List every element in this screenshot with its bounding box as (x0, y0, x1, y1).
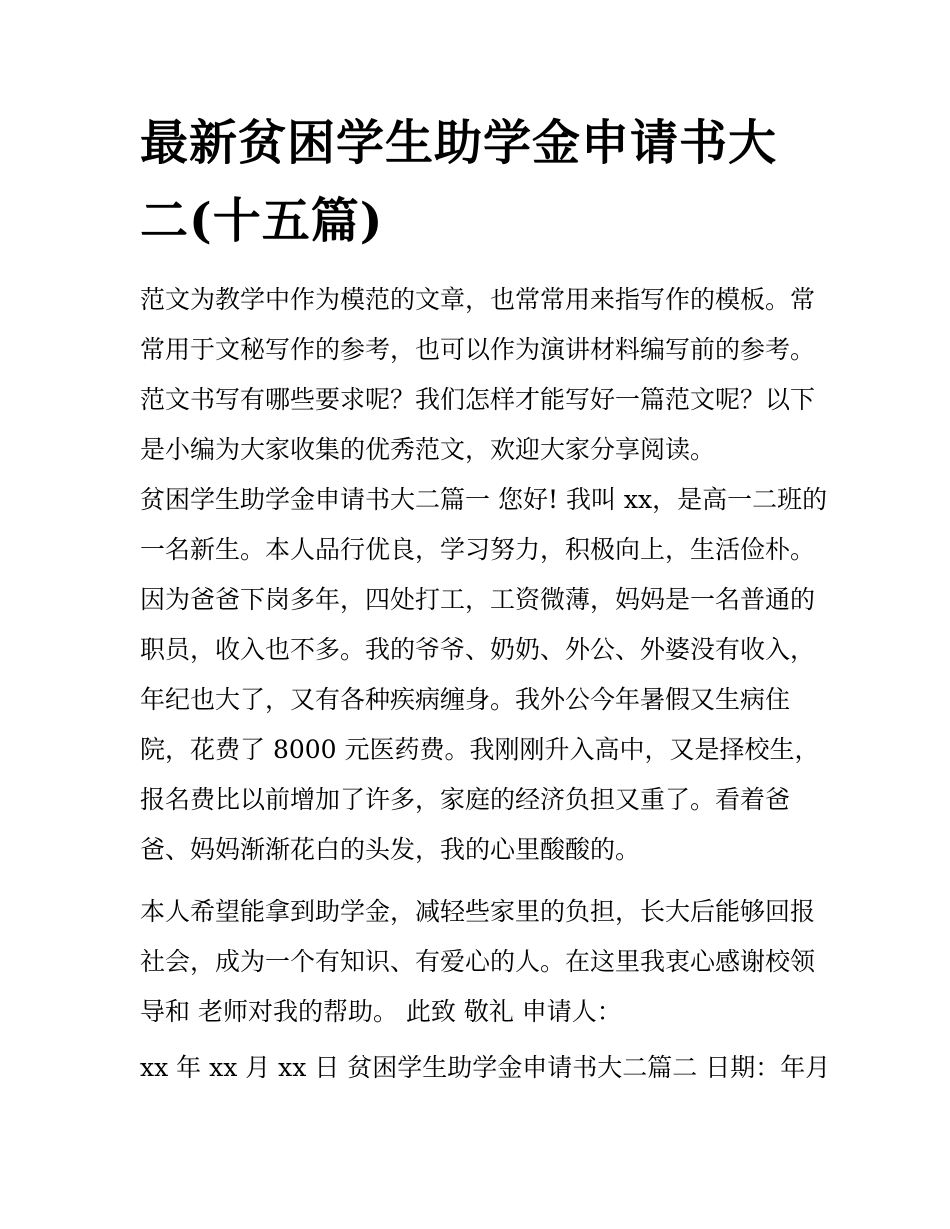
text-line: 本人希望能拿到助学金，减轻些家里的负担，长大后能够回报 (140, 897, 816, 926)
text-line: 常用于文秘写作的参考，也可以作为演讲材料编写前的参考。 (140, 335, 816, 364)
document-title (140, 104, 777, 260)
paragraph-application-one (140, 475, 830, 875)
text-line: 是小编为大家收集的优秀范文，欢迎大家分享阅读。 (140, 435, 716, 464)
text-line: 范文书写有哪些要求呢？我们怎样才能写好一篇范文呢？以下 (140, 385, 816, 414)
paragraph-signature-date (140, 1043, 830, 1093)
text-line: 一名新生。本人品行优良，学习努力，积极向上，生活俭朴。 (140, 535, 816, 564)
text-line: 贫困学生助学金申请书大二篇一 您好! 我叫 xx，是高一二班的 (140, 485, 828, 514)
title-line: 最新贫困学生助学金申请书大 (140, 115, 778, 171)
text-line: 报名费比以前增加了许多，家庭的经济负担又重了。看着爸 (140, 785, 791, 814)
text-line: 年纪也大了，又有各种疾病缠身。我外公今年暑假又生病住 (140, 685, 791, 714)
text-line: 院，花费了 8000 元医药费。我刚刚升入高中，又是择校生， (140, 735, 820, 764)
text-line: 职员，收入也不多。我的爷爷、奶奶、外公、外婆没有收入， (140, 635, 816, 664)
title-line: 二(十五篇) (140, 193, 384, 249)
text-line: xx 年 xx 月 xx 日 贫困学生助学金申请书大二篇二 日期：年月 (140, 1053, 831, 1082)
paragraph-thanks (140, 887, 830, 1037)
paragraph-intro (140, 275, 830, 475)
text-line: 爸、妈妈渐渐花白的头发，我的心里酸酸的。 (140, 835, 641, 864)
text-line: 导和 老师对我的帮助。 此致 敬礼 申请人： (140, 997, 622, 1026)
text-line: 社会，成为一个有知识、有爱心的人。在这里我衷心感谢校领 (140, 947, 816, 976)
document-body (140, 275, 830, 1093)
text-line: 因为爸爸下岗多年，四处打工，工资微薄，妈妈是一名普通的 (140, 585, 816, 614)
text-line: 范文为教学中作为模范的文章，也常常用来指写作的模板。常 (140, 285, 816, 314)
